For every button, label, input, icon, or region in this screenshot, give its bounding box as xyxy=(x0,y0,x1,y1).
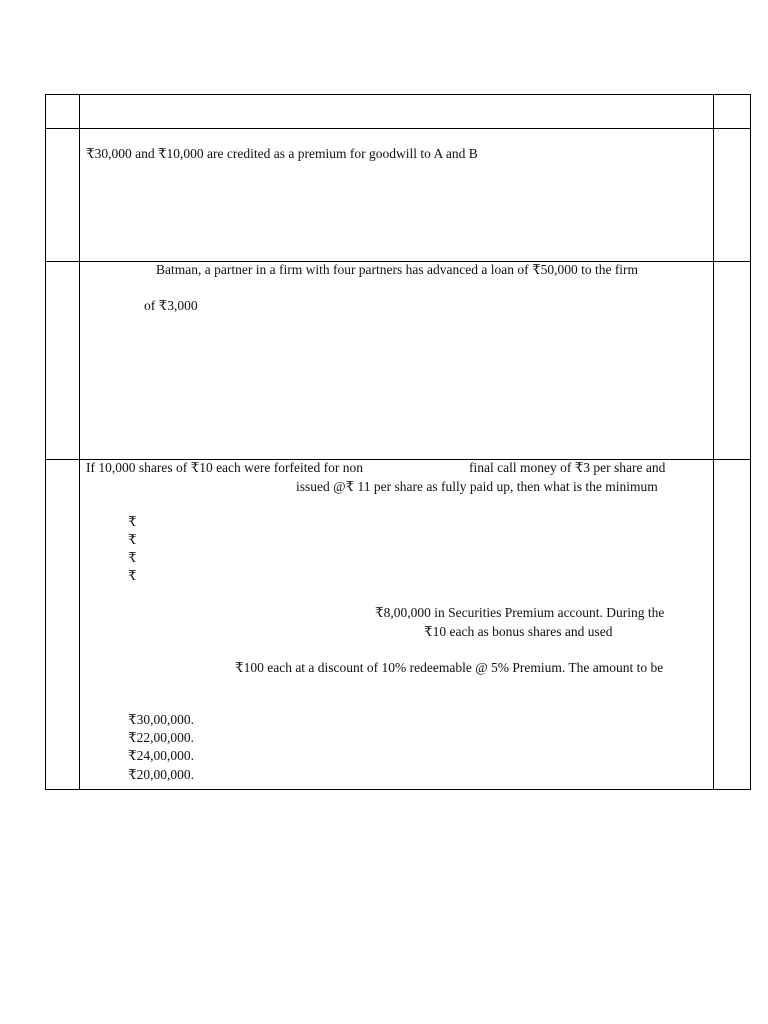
column-divider xyxy=(713,95,714,789)
row-divider xyxy=(46,128,750,129)
goodwill-premium-text: ₹30,000 and ₹10,000 are credited as a premium for goodwill to A and B xyxy=(86,146,478,161)
amount-option: ₹20,00,000. xyxy=(128,767,194,782)
partner-loan-amount: of ₹3,000 xyxy=(144,298,198,313)
final-call-text: final call money of ₹3 per share and xyxy=(469,460,666,475)
column-divider xyxy=(79,95,80,789)
securities-premium-text: ₹8,00,000 in Securities Premium account. During the xyxy=(375,605,665,620)
option-item: ₹ xyxy=(128,568,137,583)
question-table xyxy=(45,94,751,790)
option-item: ₹ xyxy=(128,550,137,565)
amount-option: ₹24,00,000. xyxy=(128,748,194,763)
debentures-text: ₹100 each at a discount of 10% redeemable @ 5% Premium. The amount to be xyxy=(235,660,664,675)
option-item: ₹ xyxy=(128,514,137,529)
partner-loan-text: Batman, a partner in a firm with four partners has advanced a loan of ₹50,000 to the firm xyxy=(156,262,639,277)
option-item: ₹ xyxy=(128,532,137,547)
bonus-shares-text: ₹10 each as bonus shares and used xyxy=(424,624,613,639)
reissue-text: issued @₹ 11 per share as fully paid up, then what is the minimum xyxy=(296,479,658,494)
amount-option: ₹22,00,000. xyxy=(128,730,194,745)
amount-option: ₹30,00,000. xyxy=(128,712,194,727)
forfeited-shares-text: If 10,000 shares of ₹10 each were forfeited for non xyxy=(86,460,363,475)
